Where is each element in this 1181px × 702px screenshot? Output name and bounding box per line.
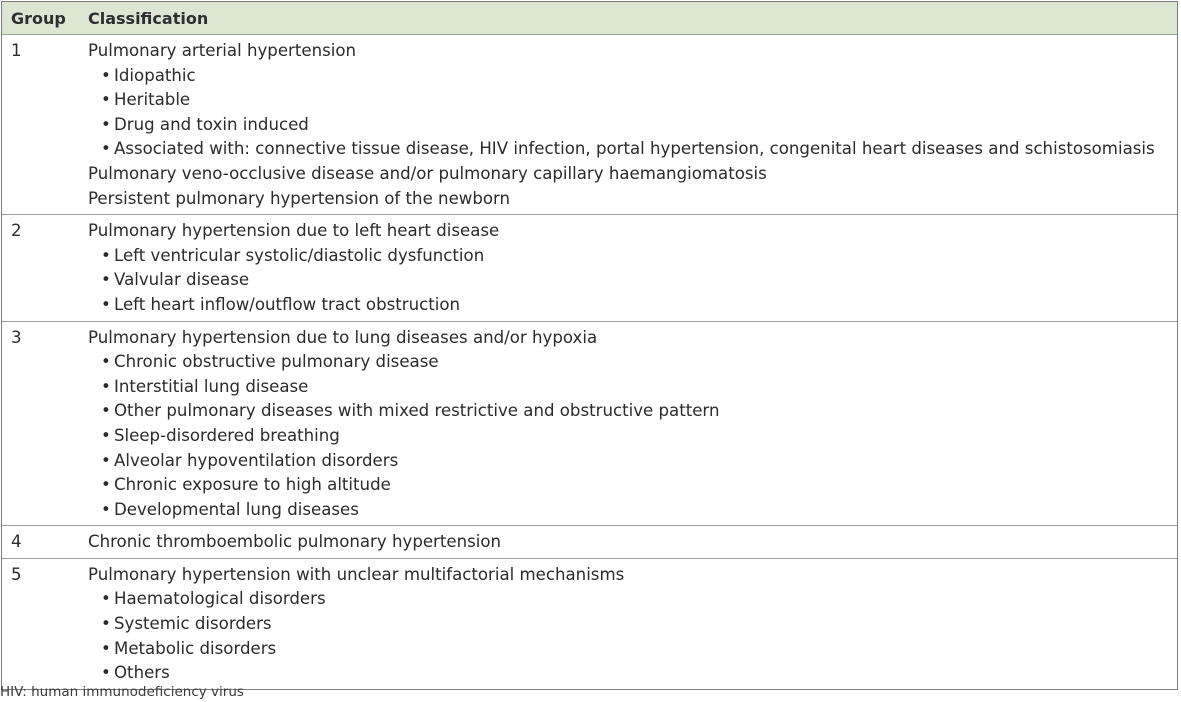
classification-table xyxy=(1,1,1178,690)
subtype-item xyxy=(88,113,1177,138)
bullet-icon: • xyxy=(101,376,111,396)
subtype-item xyxy=(88,473,1177,498)
category-item xyxy=(88,187,1177,212)
bullet-icon: • xyxy=(101,475,111,495)
bullet-icon: • xyxy=(101,270,111,290)
subtype-item xyxy=(88,612,1177,637)
bullet-icon: • xyxy=(101,499,111,519)
category-item xyxy=(88,326,1177,351)
subtype-item xyxy=(88,449,1177,474)
item-text: Metabolic disorders xyxy=(114,638,277,658)
subtype-item xyxy=(88,293,1177,318)
item-text: Heritable xyxy=(114,90,191,110)
header-group: Group xyxy=(11,8,66,28)
table-body xyxy=(2,35,1177,689)
subtype-item xyxy=(88,244,1177,269)
subtype-item xyxy=(88,350,1177,375)
subtype-item xyxy=(88,424,1177,449)
group-number: 5 xyxy=(11,564,22,584)
table-row xyxy=(2,526,1177,559)
item-text: Persistent pulmonary hypertension of the newborn xyxy=(88,188,511,208)
item-text: Systemic disorders xyxy=(114,614,272,634)
item-text: Chronic obstructive pulmonary disease xyxy=(114,352,439,372)
item-text: Valvular disease xyxy=(114,270,250,290)
bullet-icon: • xyxy=(101,589,111,609)
item-text: Drug and toxin induced xyxy=(114,114,309,134)
item-text: Pulmonary hypertension due to left heart disease xyxy=(88,221,500,241)
classification-cell xyxy=(88,39,1177,211)
group-number: 2 xyxy=(11,221,22,241)
item-text: Other pulmonary diseases with mixed restrictive and obstructive pattern xyxy=(114,401,720,421)
item-text: Pulmonary arterial hypertension xyxy=(88,41,357,60)
classification-cell xyxy=(88,326,1177,523)
subtype-item xyxy=(88,498,1177,523)
subtype-item xyxy=(88,375,1177,400)
bullet-icon: • xyxy=(101,90,111,110)
category-item xyxy=(88,162,1177,187)
category-item xyxy=(88,219,1177,244)
table-row xyxy=(2,215,1177,321)
bullet-icon: • xyxy=(101,663,111,683)
classification-cell xyxy=(88,530,1177,555)
item-text: Chronic thromboembolic pulmonary hypertension xyxy=(88,532,502,552)
item-text: Sleep-disordered breathing xyxy=(114,425,340,445)
group-number: 4 xyxy=(11,532,22,552)
classification-cell xyxy=(88,563,1177,686)
subtype-item xyxy=(88,661,1177,686)
item-text: Haematological disorders xyxy=(114,589,326,609)
bullet-icon: • xyxy=(101,638,111,658)
table-header xyxy=(2,2,1177,35)
bullet-icon: • xyxy=(101,401,111,421)
bullet-icon: • xyxy=(101,139,111,159)
subtype-item xyxy=(88,637,1177,662)
bullet-icon: • xyxy=(101,114,111,134)
footnote: HIV: human immunodeficiency virus xyxy=(0,684,244,700)
bullet-icon: • xyxy=(101,65,111,85)
item-text: Alveolar hypoventilation disorders xyxy=(114,450,399,470)
item-text: Chronic exposure to high altitude xyxy=(114,475,391,495)
bullet-icon: • xyxy=(101,245,111,265)
item-text: Interstitial lung disease xyxy=(114,376,309,396)
item-text: Pulmonary veno-occlusive disease and/or pulmonary capillary haemangiomatosis xyxy=(88,163,767,183)
subtype-item xyxy=(88,64,1177,89)
category-item xyxy=(88,563,1177,588)
group-number: 1 xyxy=(11,41,22,60)
subtype-item xyxy=(88,137,1177,162)
category-item xyxy=(88,530,1177,555)
item-text: Left heart inflow/outflow tract obstruction xyxy=(114,294,460,314)
group-number: 3 xyxy=(11,327,22,347)
subtype-item xyxy=(88,268,1177,293)
bullet-icon: • xyxy=(101,352,111,372)
item-text: Associated with: connective tissue disease, HIV infection, portal hypertension, congenital heart diseases and schistosomiasis xyxy=(114,139,1155,159)
item-text: Developmental lung diseases xyxy=(114,499,359,519)
bullet-icon: • xyxy=(101,450,111,470)
subtype-item xyxy=(88,399,1177,424)
classification-cell xyxy=(88,219,1177,317)
subtype-item xyxy=(88,587,1177,612)
table-row xyxy=(2,322,1177,527)
item-text: Others xyxy=(114,663,170,683)
bullet-icon: • xyxy=(101,425,111,445)
subtype-item xyxy=(88,88,1177,113)
table-row xyxy=(2,35,1177,215)
item-text: Left ventricular systolic/diastolic dysfunction xyxy=(114,245,485,265)
item-text: Pulmonary hypertension due to lung diseases and/or hypoxia xyxy=(88,327,598,347)
item-text: Pulmonary hypertension with unclear multifactorial mechanisms xyxy=(88,564,625,584)
bullet-icon: • xyxy=(101,294,111,314)
bullet-icon: • xyxy=(101,614,111,634)
header-classification: Classification xyxy=(88,8,209,28)
table-row xyxy=(2,559,1177,689)
category-item xyxy=(88,39,1177,64)
item-text: Idiopathic xyxy=(114,65,196,85)
